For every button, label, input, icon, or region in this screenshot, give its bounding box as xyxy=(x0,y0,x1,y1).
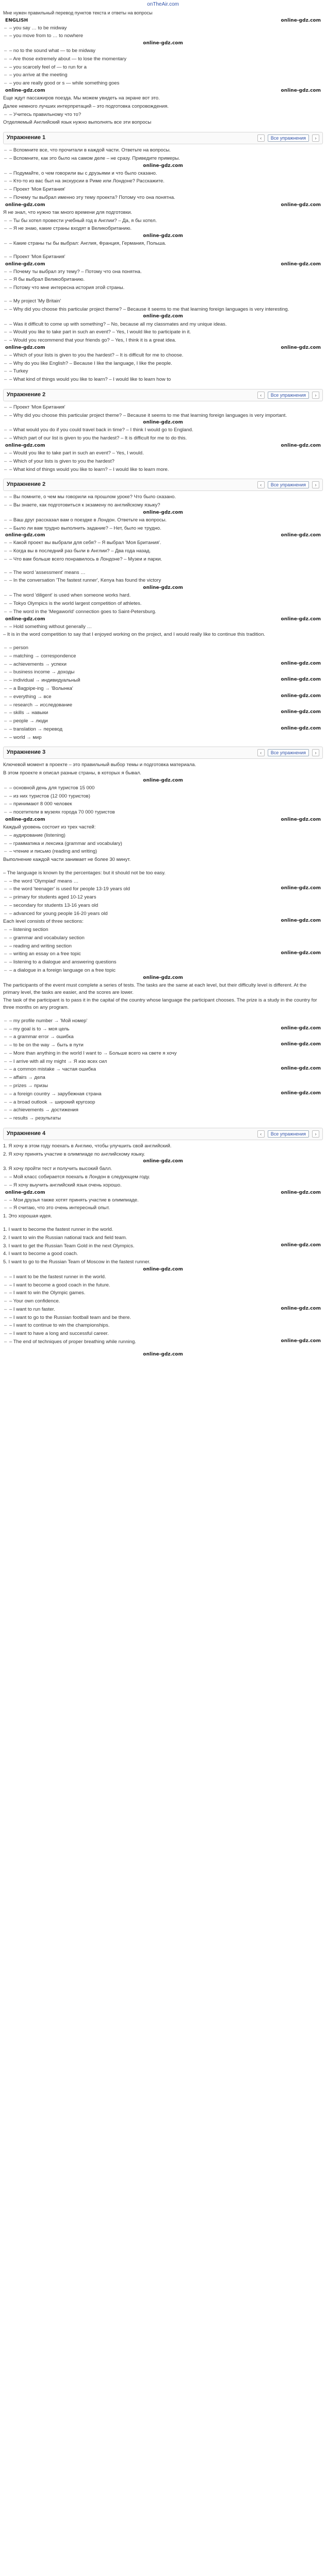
text-line: – – you are really good or s — while something goes xyxy=(3,79,323,88)
exercise-actions xyxy=(257,481,319,488)
watermark: online-gdz.com xyxy=(281,1306,321,1311)
text-paragraph: Я не знал, что нужно так много времени для подготовки. xyxy=(3,209,132,215)
text-line: – – you say … to be midway xyxy=(3,24,323,32)
text-line: – – Я бы выбрал Великобританию. xyxy=(3,276,323,284)
text-line: – – Tokyo Olympics is the world largest competition of athletes. xyxy=(3,600,323,608)
text-line: – – advanced for young people 16-20 years old xyxy=(3,910,323,918)
exercise-actions xyxy=(257,134,319,142)
text-paragraph: 3. I want to get the Russian Team Gold in the next Olympics. xyxy=(3,1243,135,1249)
all-exercises-button[interactable]: Все упражнения xyxy=(268,749,309,756)
block-10 xyxy=(3,869,323,1012)
text-line: – – achievements → успехи xyxy=(3,660,323,669)
text-line: – – Потому что мне интересна история этой страны. xyxy=(3,284,323,292)
text-line: – – I want to go to the Russian football team and be there. xyxy=(3,1314,323,1322)
watermark: online-gdz.com xyxy=(5,817,45,822)
watermark: online-gdz.com xyxy=(281,886,321,891)
text-line: – – Я хочу выучить английский язык очень хорошо. xyxy=(3,1181,323,1190)
text-line: – – Which of your lists is given to you the hardest? – It is difficult for me to choose. xyxy=(3,351,323,360)
watermark: online-gdz.com xyxy=(281,677,321,683)
block-11 xyxy=(3,1017,323,1123)
text-line: – – I want to continue to win the championships. xyxy=(3,1321,323,1330)
watermark: online-gdz.com xyxy=(143,41,183,46)
text-line: – – the word 'teenager' is used for people 13-19 years old xyxy=(3,885,323,893)
text-line: – – Your own confidence. xyxy=(3,1297,323,1306)
text-line: – – business income → доходы xyxy=(3,668,323,676)
watermark: online-gdz.com xyxy=(5,88,45,93)
text-line: – – Мой класс собирается поехать в Лондон в следующем году. xyxy=(3,1173,323,1181)
text-paragraph: В этом проекте я описал разные страны, в которых я бывал. xyxy=(3,770,141,776)
text-line: – – Was it difficult to come up with something? – No, because all my classmates and my unique ideas. xyxy=(3,320,323,329)
exercise-header xyxy=(3,389,323,401)
text-line: – – matching → correspondence xyxy=(3,652,323,660)
watermark: online-gdz.com xyxy=(281,918,321,924)
watermark: online-gdz.com xyxy=(143,975,183,980)
exercise-actions xyxy=(257,1130,319,1138)
text-paragraph: Отделяемый Английский язык нужно выполнять все эти вопросы xyxy=(3,120,152,126)
text-paragraph: The task of the participant is to pass it in the capital of the country whose language the participant chooses. The prize is a study in the country for three months on any program. xyxy=(3,997,317,1011)
exercise-title: Упражнение 1 xyxy=(7,134,46,141)
watermark: online-gdz.com xyxy=(281,18,321,23)
watermark: online-gdz.com xyxy=(5,1190,45,1195)
text-line: – – из них туристов (12 000 туристов) xyxy=(3,792,323,801)
text-line: – – Какой проект вы выбрали для себя? – Я выбрал 'Моя Британия'. xyxy=(3,539,323,547)
text-paragraph: Ключевой момент в проекте – это правильный выбор темы и подготовка материала. xyxy=(3,762,197,768)
text-line: – – writing an essay on a free topic xyxy=(3,950,323,958)
block-13 xyxy=(3,1226,323,1346)
watermark: online-gdz.com xyxy=(281,817,321,822)
watermark: online-gdz.com xyxy=(5,261,45,267)
text-line: – – a Bagpipe-ing → 'Волынка' xyxy=(3,685,323,693)
text-paragraph: 2. Я хочу принять участие в олимпиаде по английскому языку. xyxy=(3,1151,145,1157)
watermark: online-gdz.com xyxy=(281,1090,321,1096)
text-line: – – achievements → достижения xyxy=(3,1106,323,1114)
watermark: online-gdz.com xyxy=(143,233,183,239)
text-line: – – the word 'Olympiad' means … xyxy=(3,877,323,886)
prev-icon[interactable]: ‹ xyxy=(257,134,265,142)
exercise-header xyxy=(3,132,323,144)
exercise-header xyxy=(3,747,323,759)
watermark: online-gdz.com xyxy=(143,314,183,319)
text-paragraph: Each level consists of three sections: xyxy=(3,919,84,925)
text-line: – – Проект 'Моя Британия' xyxy=(3,403,323,412)
exercise-title: Упражнение 2 xyxy=(7,391,46,398)
exercise-header xyxy=(3,1128,323,1140)
text-paragraph: 5. I want to go to the Russian Team of Moscow in the fastest runner. xyxy=(3,1259,151,1265)
text-line: – – a grammar error → ошибка xyxy=(3,1033,323,1041)
text-line: – – I arrive with all my might → Я изо всех сил xyxy=(3,1058,323,1066)
text-line: – – Вы знаете, как подготовиться к экзамену по английскому языку? xyxy=(3,501,323,510)
text-line: – – грамматика и лексика (grammar and vocabulary) xyxy=(3,840,323,848)
text-paragraph: Еще ждут пассажиров поезда. Мы можем увидеть на экране вот это. xyxy=(3,95,160,101)
text-line: – – Подумайте, о чем говорили вы с друзьями и что было сказано. xyxy=(3,170,323,178)
text-paragraph: 3. Я хочу пройти тест и получить высокий балл. xyxy=(3,1166,112,1172)
text-line: – – Почему ты выбрал эту тему? – Потому что она понятна. xyxy=(3,268,323,276)
text-line: – – Вспомните все, что прочитали в каждой части. Ответьте на вопросы. xyxy=(3,146,323,155)
text-line: – – affairs → дела xyxy=(3,1074,323,1082)
text-line: – – In the conversation 'The fastest runner', Kenya has found the victory xyxy=(3,577,323,585)
next-icon[interactable]: › xyxy=(312,749,319,756)
watermark: online-gdz.com xyxy=(281,1242,321,1248)
watermark: online-gdz.com xyxy=(143,1159,183,1164)
text-line: – – аудирование (listening) xyxy=(3,832,323,840)
text-line: – – you scarcely feel of — to run for a xyxy=(3,63,323,72)
text-paragraph: 4. I want to become a good coach. xyxy=(3,1251,78,1257)
watermark: online-gdz.com xyxy=(281,345,321,350)
all-exercises-button[interactable]: Все упражнения xyxy=(268,134,309,142)
text-line: – – What kind of things would you like to learn? – I would like to learn more. xyxy=(3,466,323,474)
exercise-title: Упражнение 3 xyxy=(7,749,46,756)
text-paragraph: – It is in the word competition to say that I enjoyed working on the project, and I would really like to continue this tradition. xyxy=(3,632,265,638)
block-6 xyxy=(3,493,323,563)
block-8 xyxy=(3,644,323,741)
text-line: – – Почему ты выбрал именно эту тему проекта? Потому что она понятна. xyxy=(3,194,323,202)
text-line: – – Вы помните, о чем мы говорили на прошлом уроке? Что было сказано. xyxy=(3,493,323,501)
text-line: – – My project 'My Britain' xyxy=(3,297,323,306)
watermark: online-gdz.com xyxy=(143,585,183,591)
text-line: – – Would you recommend that your friends go? – Yes, I think it is a great idea. xyxy=(3,336,323,345)
watermark: online-gdz.com xyxy=(281,88,321,93)
text-line: – – Which of your lists is given to you the hardest? xyxy=(3,457,323,466)
text-line: – – I want to be the fastest runner in the world. xyxy=(3,1273,323,1281)
text-line: – – The word 'diligent' is used when someone works hard. xyxy=(3,591,323,600)
text-line: – – More than anything in the world I want to → Больше всего на свете я хочу xyxy=(3,1049,323,1058)
text-line: – – чтение и письмо (reading and writing) xyxy=(3,848,323,856)
text-line: – – Would you like to take part in such an event? – Yes, I would. xyxy=(3,449,323,457)
text-line: – – Мои друзья также хотят принять участие в олимпиаде. xyxy=(3,1196,323,1205)
text-line: – – individual → индивидуальный xyxy=(3,676,323,685)
watermark: online-gdz.com xyxy=(5,202,45,208)
exercise-actions xyxy=(257,749,319,756)
watermark: online-gdz.com xyxy=(5,345,45,350)
watermark: online-gdz.com xyxy=(143,1266,183,1272)
text-line: – – Hold something without generally … xyxy=(3,623,323,631)
text-line: – – I want to have a long and successful career. xyxy=(3,1330,323,1338)
text-line: – – Ваш друг рассказал вам о поездке в Лондон. Ответьте на вопросы. xyxy=(3,516,323,524)
block-1 xyxy=(3,24,323,127)
block-2 xyxy=(3,146,323,248)
text-line: – – my goal is to → моя цель xyxy=(3,1025,323,1033)
text-line: – – Why did you choose this particular project theme? – Because it seems to me that learning foreign languages is very interesting. xyxy=(3,306,323,314)
text-line: – – Проект 'Моя Британия' xyxy=(3,253,323,261)
text-line: – – my profile number → 'Мой номер' xyxy=(3,1017,323,1025)
watermark: online-gdz.com xyxy=(281,693,321,699)
watermark: online-gdz.com xyxy=(281,660,321,666)
text-line: – – Кто-то из вас был на экскурсии в Риме или Лондоне? Расскажите. xyxy=(3,177,323,185)
exercise-actions xyxy=(257,392,319,399)
text-line: – – skills → навыки xyxy=(3,709,323,717)
watermark: online-gdz.com xyxy=(281,261,321,267)
text-line: – – listening section xyxy=(3,926,323,934)
next-icon[interactable]: › xyxy=(312,1130,319,1138)
watermark: online-gdz.com xyxy=(281,709,321,715)
watermark: online-gdz.com xyxy=(143,420,183,426)
text-line: – – I want to win the Olympic games. xyxy=(3,1289,323,1297)
text-paragraph: The participants of the event must complete a series of tests. The tasks are the same at each level, but their difficulty level is different. At the primary level, the tasks are easier, and the scores are lower. xyxy=(3,982,307,995)
block-7 xyxy=(3,569,323,639)
prev-icon[interactable]: ‹ xyxy=(257,749,265,756)
text-line: – – Why did you choose this particular project theme? – Because it seems to me that learning foreign languages is very important. xyxy=(3,412,323,420)
text-line: – – Я не знаю, какие страны входят в Великобританию. xyxy=(3,225,323,233)
next-icon[interactable]: › xyxy=(312,392,319,399)
text-line: – – a common mistake → частая ошибка xyxy=(3,1065,323,1074)
text-paragraph: 1. I want to become the fastest runner in the world. xyxy=(3,1226,113,1232)
exercise-header xyxy=(3,479,323,491)
watermark: online-gdz.com xyxy=(281,443,321,448)
text-line: – – What kind of things would you like to learn? – I would like to learn how to xyxy=(3,376,323,384)
text-line: – – The word 'assessment' means … xyxy=(3,569,323,577)
text-line: – – Why do you like English? – Because I like the language, I like the people. xyxy=(3,360,323,368)
text-paragraph: Далее немного лучших интерпретаций – это подготовка сопровождения. xyxy=(3,103,169,109)
next-icon[interactable]: › xyxy=(312,481,319,488)
text-paragraph: Каждый уровень состоит из трех частей: xyxy=(3,824,96,830)
text-line: – – person xyxy=(3,644,323,652)
block-9 xyxy=(3,761,323,864)
text-line: – – Проект 'Моя Британия' xyxy=(3,185,323,194)
exercise-title: Упражнение 4 xyxy=(7,1130,46,1137)
text-line: – – primary for students aged 10-12 years xyxy=(3,893,323,902)
brand-small: ENGLISH xyxy=(5,18,28,23)
block-12 xyxy=(3,1142,323,1221)
watermark: online-gdz.com xyxy=(281,1025,321,1031)
prev-icon[interactable]: ‹ xyxy=(257,1130,265,1138)
text-line: – – Turkey xyxy=(3,367,323,376)
text-line: – – Я считаю, что это очень интересный опыт. xyxy=(3,1204,323,1212)
text-line: – – world → мир xyxy=(3,734,323,742)
text-line: – – What would you do if you could travel back in time? – I think I would go to England. xyxy=(3,426,323,434)
watermark: online-gdz.com xyxy=(281,1338,321,1344)
text-line: – – a dialogue in a foreign language on a free topic xyxy=(3,967,323,975)
footer-watermark: online-gdz.com xyxy=(143,1351,183,1357)
watermark: online-gdz.com xyxy=(281,951,321,956)
exercise-title: Упражнение 2 xyxy=(7,481,46,488)
watermark: online-gdz.com xyxy=(143,163,183,168)
watermark: online-gdz.com xyxy=(5,616,45,622)
text-line: – – Are those extremely about — to lose the momentary xyxy=(3,55,323,63)
watermark: online-gdz.com xyxy=(281,616,321,622)
watermark: online-gdz.com xyxy=(5,533,45,538)
text-line: – – grammar and vocabulary section xyxy=(3,934,323,942)
text-paragraph: Выполнение каждой части занимает не более 30 минут. xyxy=(3,857,131,863)
text-line: – – listening to a dialogue and answering questions xyxy=(3,958,323,967)
all-exercises-button[interactable]: Все упражнения xyxy=(268,1130,309,1138)
top-link[interactable]: onTheAir.com xyxy=(147,2,179,7)
text-paragraph: – The language is known by the percentages: but it should not be too easy. xyxy=(3,870,166,876)
intro-text: Мне нужен правильный перевод пунктов текста и ответы на вопросы xyxy=(3,10,153,15)
text-line: – – you arrive at the meeting xyxy=(3,71,323,79)
text-line: – – reading and writing section xyxy=(3,942,323,951)
text-line: – – no to the sound what — to be midway xyxy=(3,47,323,55)
text-line: – – a foreign country → зарубежная страна xyxy=(3,1090,323,1098)
watermark: online-gdz.com xyxy=(281,1190,321,1195)
all-exercises-button[interactable]: Все упражнения xyxy=(268,481,309,488)
text-line: – – Would you like to take part in such an event? – Yes, I would like to participate in it. xyxy=(3,328,323,336)
watermark: online-gdz.com xyxy=(281,1066,321,1072)
text-line: – – translation → перевод xyxy=(3,725,323,734)
watermark: online-gdz.com xyxy=(143,777,183,783)
block-5 xyxy=(3,403,323,473)
watermark: online-gdz.com xyxy=(5,443,45,448)
text-line: – – Which part of our list is given to you the hardest? – It is difficult for me to do this. xyxy=(3,434,323,443)
text-line: – – you move from to … to nowhere xyxy=(3,32,323,40)
watermark: online-gdz.com xyxy=(281,202,321,208)
text-line: – – посетители в музеях города 70 000 туристов xyxy=(3,808,323,817)
watermark: online-gdz.com xyxy=(281,725,321,731)
watermark: online-gdz.com xyxy=(281,533,321,538)
text-line: – – results → результаты xyxy=(3,1114,323,1123)
watermark: online-gdz.com xyxy=(281,1042,321,1047)
text-paragraph: 1. Я хочу в этом году поехать в Англию, чтобы улучшить свой английский. xyxy=(3,1143,172,1149)
text-line: – – I want to run faster. xyxy=(3,1306,323,1314)
text-line: – – secondary for students 13-16 years old xyxy=(3,902,323,910)
block-3 xyxy=(3,253,323,292)
text-line: – – Вспомните, как это было на самом деле – не сразу. Приведите примеры. xyxy=(3,155,323,163)
text-line: – – Было ли вам трудно выполнить задание? – Нет, было не трудно. xyxy=(3,524,323,533)
block-4 xyxy=(3,297,323,384)
text-line: – – prizes → призы xyxy=(3,1082,323,1090)
text-line: – – a broad outlook → широкий кругозор xyxy=(3,1098,323,1107)
text-line: – – research → исследование xyxy=(3,701,323,709)
text-line: – – I want to become a good coach in the future. xyxy=(3,1281,323,1290)
text-line: – – Ты бы хотел провести учебный год в Англии? – Да, я бы хотел. xyxy=(3,217,323,225)
text-line: – – The word in the 'Megaworld' connection goes to Saint-Petersburg. xyxy=(3,608,323,616)
text-line: – – people → люди xyxy=(3,717,323,725)
prev-icon[interactable]: ‹ xyxy=(257,392,265,399)
text-line: – – Что вам больше всего понравилось в Лондоне? – Музеи и парки. xyxy=(3,555,323,564)
text-line: – – Какие страны ты бы выбрал: Англия, Франция, Германия, Польша. xyxy=(3,240,323,248)
text-line: – – принимают 8 000 человек xyxy=(3,800,323,808)
text-line: – – Когда вы в последний раз были в Англии? – Два года назад. xyxy=(3,547,323,555)
text-line: – – everything → все xyxy=(3,693,323,701)
text-line: – – to be on the way → быть в пути xyxy=(3,1041,323,1049)
text-line: – – The end of techniques of proper breathing while running. xyxy=(3,1338,323,1346)
watermark: online-gdz.com xyxy=(143,510,183,515)
next-icon[interactable]: › xyxy=(312,134,319,142)
all-exercises-button[interactable]: Все упражнения xyxy=(268,392,309,399)
prev-icon[interactable]: ‹ xyxy=(257,481,265,488)
text-line: – – Учитесь правильному что то? xyxy=(3,111,323,119)
text-paragraph: 2. I want to win the Russian national track and field team. xyxy=(3,1234,127,1241)
text-paragraph: 1. Это хорошая идея. xyxy=(3,1213,52,1219)
text-line: – – основной день для туристов 15 000 xyxy=(3,784,323,792)
